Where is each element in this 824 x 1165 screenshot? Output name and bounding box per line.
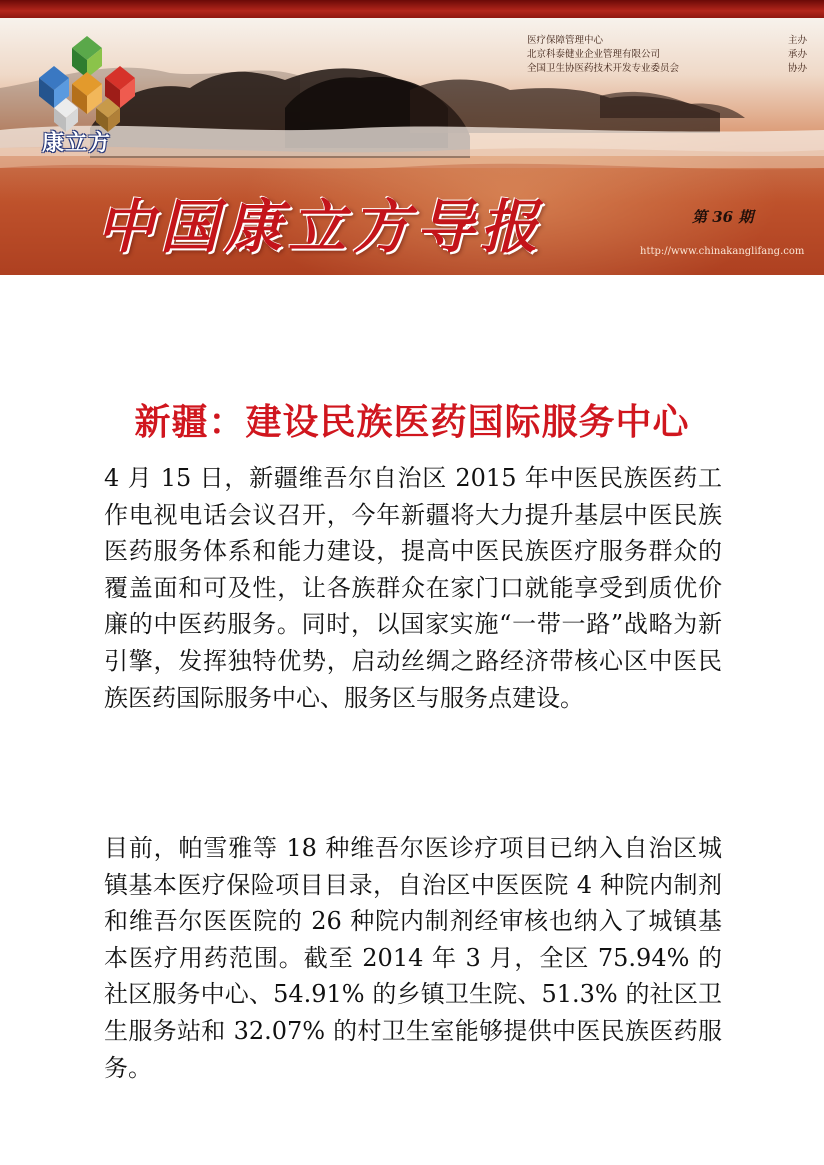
- sponsor-org: 医疗保障管理中心: [527, 35, 604, 46]
- sponsor-row: [527, 34, 807, 48]
- article-paragraph: 4 月 15 日，新疆维吾尔自治区 2015 年中医民族医药工作电视电话会议召开，今年新疆将大力提升基层中医民族医药服务体系和能力建设，提高中医民族医疗服务群众的覆盖面和可及性，让各族群众在家门口就能享受到质优价廉的中医药服务。同时，以国家实施“一带一路”战略为新引擎，发挥独特优势，启动丝绸之路经济带核心区中医民族医药国际服务中心、服务区与服务点建设。: [104, 464, 722, 712]
- sponsor-row: [527, 48, 807, 62]
- sponsor-org: 北京科泰健业企业管理有限公司: [527, 49, 661, 60]
- website-url[interactable]: http://www.chinakanglifang.com: [640, 246, 805, 257]
- sponsor-row: [527, 62, 807, 76]
- sponsor-org: 全国卫生协医药技术开发专业委员会: [527, 63, 680, 74]
- masthead-title: 中国康立方导报: [96, 193, 545, 261]
- logo-text: 康立方: [42, 131, 112, 156]
- article-paragraph: 目前，帕雪雅等 18 种维吾尔医诊疗项目已纳入自治区城镇基本医疗保险项目目录，自治区中医医院 4 种院内制剂和维吾尔医医院的 26 种院内制剂经审核也纳入了城镇基本医疗用药范围。截至 2014 年 3 月，全区 75.94% 的社区服务中心、54.91% 的乡镇卫生院、51.3% 的社区卫生服务站和 32.07% 的村卫生室能够提供中医民族医药服务。: [104, 834, 722, 1082]
- sponsor-role: 主办: [787, 35, 807, 46]
- masthead-banner: [0, 18, 824, 275]
- top-stripe: [0, 0, 824, 18]
- article-headline: 新疆：建设民族医药国际服务中心: [134, 402, 690, 443]
- sponsor-role: 承办: [787, 49, 807, 60]
- sponsor-role: 协办: [787, 63, 807, 74]
- issue-number: 第 36 期: [692, 208, 754, 226]
- sponsor-list: [527, 34, 807, 76]
